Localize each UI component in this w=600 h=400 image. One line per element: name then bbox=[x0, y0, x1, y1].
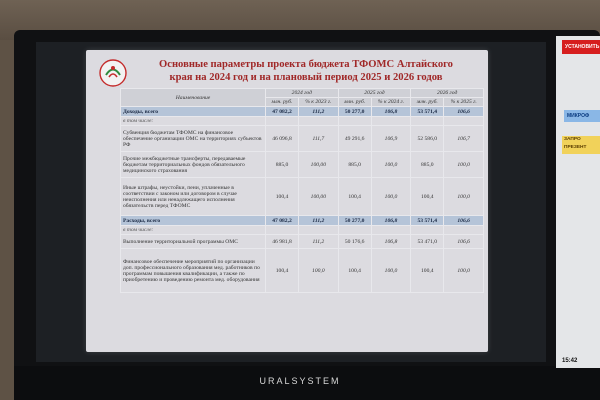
slide-title-line-2: края на 2024 год и на плановый период 2025 и 2026 годов bbox=[169, 72, 443, 83]
cell-p2025: 106,8 bbox=[371, 235, 411, 249]
row-name: Иные штрафы, неустойки, пени, уплаченные в соответствии с законом или договором в случае неисполнения или ненадлежащего исполнения обязательств перед ТФОМС bbox=[121, 178, 266, 216]
header-year-2024: 2024 год bbox=[266, 89, 339, 98]
cell-p2025: 106,8 bbox=[371, 216, 411, 226]
cell-p2026: 106,7 bbox=[444, 126, 484, 152]
cell-p2026 bbox=[444, 226, 484, 235]
table-row bbox=[121, 117, 484, 126]
cell-p2025 bbox=[371, 226, 411, 235]
cell-p2026: 106,6 bbox=[444, 107, 484, 117]
microphone-button[interactable]: МИКРОФ bbox=[564, 110, 600, 122]
cell-v2024: 47 082,2 bbox=[266, 107, 299, 117]
cell-p2024: 100,0 bbox=[299, 249, 339, 293]
cell-v2026: 885,0 bbox=[411, 152, 444, 178]
header-year-2025: 2025 год bbox=[338, 89, 411, 98]
cell-p2025: 100,0 bbox=[371, 178, 411, 216]
monitor-brand: URALSYSTEM bbox=[259, 376, 341, 386]
cell-v2025: 49 291,6 bbox=[338, 126, 371, 152]
cell-p2024: 100,00 bbox=[299, 178, 339, 216]
table-row bbox=[121, 152, 484, 178]
cell-p2026 bbox=[444, 117, 484, 126]
cell-v2025: 885,0 bbox=[338, 152, 371, 178]
cell-p2026: 100,0 bbox=[444, 178, 484, 216]
cell-v2025: 50 277,0 bbox=[338, 216, 371, 226]
cell-v2025: 50 277,0 bbox=[338, 107, 371, 117]
table-row bbox=[121, 249, 484, 293]
table-row bbox=[121, 235, 484, 249]
table-row bbox=[121, 226, 484, 235]
cell-p2024: 100,00 bbox=[299, 152, 339, 178]
cell-v2024: 46 096,8 bbox=[266, 126, 299, 152]
table-row bbox=[121, 126, 484, 152]
cell-v2026 bbox=[411, 117, 444, 126]
cell-p2025: 100,0 bbox=[371, 152, 411, 178]
cell-v2026: 52 586,0 bbox=[411, 126, 444, 152]
row-name: Субвенция бюджетам ТФОМС на финансовое обеспечение организации ОМС на территориях субъектов РФ bbox=[121, 126, 266, 152]
cell-v2024 bbox=[266, 117, 299, 126]
presentation-slide bbox=[86, 50, 488, 352]
cell-p2024: 111,7 bbox=[299, 126, 339, 152]
header-pct-2023: % к 2023 г. bbox=[299, 98, 339, 107]
cell-v2024: 47 082,2 bbox=[266, 216, 299, 226]
header-mln-rub-2026: млн. руб. bbox=[411, 98, 444, 107]
header-pct-2025: % к 2025 г. bbox=[444, 98, 484, 107]
cell-v2024: 885,0 bbox=[266, 152, 299, 178]
row-name: в том числе: bbox=[121, 226, 266, 235]
cell-v2024: 100,4 bbox=[266, 249, 299, 293]
cell-v2026 bbox=[411, 226, 444, 235]
slide-title bbox=[130, 58, 482, 84]
table-row bbox=[121, 178, 484, 216]
cell-p2024 bbox=[299, 226, 339, 235]
row-name: Финансовое обеспечение мероприятий по организации доп. профессионального образования мед. работников по программам повышения квалификации, а также по приобретению и проведению ремонта мед. оборудования bbox=[121, 249, 266, 293]
cell-v2025: 100,4 bbox=[338, 249, 371, 293]
budget-table bbox=[120, 88, 484, 293]
table-header-row bbox=[121, 89, 484, 98]
header-year-2026: 2026 год bbox=[411, 89, 484, 98]
cell-p2024: 111,2 bbox=[299, 107, 339, 117]
row-name: в том числе: bbox=[121, 117, 266, 126]
install-button[interactable]: УСТАНОВИТЬ bbox=[562, 40, 600, 54]
cell-p2025: 106,8 bbox=[371, 107, 411, 117]
cell-v2025 bbox=[338, 226, 371, 235]
row-name: Расходы, всего bbox=[121, 216, 266, 226]
header-pct-2024: % к 2024 г. bbox=[371, 98, 411, 107]
cell-v2024: 100,4 bbox=[266, 178, 299, 216]
cell-v2026: 53 571,4 bbox=[411, 107, 444, 117]
cell-p2025: 106,9 bbox=[371, 126, 411, 152]
row-name: Доходы, всего bbox=[121, 107, 266, 117]
cell-v2025 bbox=[338, 117, 371, 126]
header-name: Наименование bbox=[121, 89, 266, 107]
cell-v2025: 100,4 bbox=[338, 178, 371, 216]
slide-title-line-1: Основные параметры проекта бюджета ТФОМС Алтайского bbox=[159, 59, 453, 70]
table-row bbox=[121, 107, 484, 117]
table-body bbox=[121, 107, 484, 293]
cell-p2026: 106,6 bbox=[444, 235, 484, 249]
cell-v2026: 100,4 bbox=[411, 178, 444, 216]
cell-p2024: 111,2 bbox=[299, 235, 339, 249]
cell-p2026: 100,0 bbox=[444, 249, 484, 293]
presentation-request-button[interactable]: ЗАПРО ПРЕЗЕНТ bbox=[562, 136, 600, 154]
row-name: Прочие межбюджетные трансферты, передаваемые бюджетам территориальных фондов обязательного медицинского страхования bbox=[121, 152, 266, 178]
cell-p2025: 100,0 bbox=[371, 249, 411, 293]
cell-p2026: 106,6 bbox=[444, 216, 484, 226]
cell-p2024: 111,2 bbox=[299, 216, 339, 226]
cell-p2025 bbox=[371, 117, 411, 126]
clock-time: 15:42 bbox=[562, 358, 578, 364]
table-row bbox=[121, 216, 484, 226]
side-control-panel bbox=[556, 36, 600, 368]
cell-v2024: 46 981,8 bbox=[266, 235, 299, 249]
cell-v2026: 53 571,4 bbox=[411, 216, 444, 226]
cell-v2024 bbox=[266, 226, 299, 235]
cell-p2024 bbox=[299, 117, 339, 126]
header-mln-rub-2024: млн. руб. bbox=[266, 98, 299, 107]
header-mln-rub-2025: млн. руб. bbox=[338, 98, 371, 107]
cell-v2025: 50 176,6 bbox=[338, 235, 371, 249]
cell-v2026: 53 471,0 bbox=[411, 235, 444, 249]
cell-v2026: 100,4 bbox=[411, 249, 444, 293]
cell-p2026: 100,0 bbox=[444, 152, 484, 178]
tfoms-logo-icon bbox=[98, 58, 128, 88]
row-name: Выполнение территориальной программы ОМС bbox=[121, 235, 266, 249]
